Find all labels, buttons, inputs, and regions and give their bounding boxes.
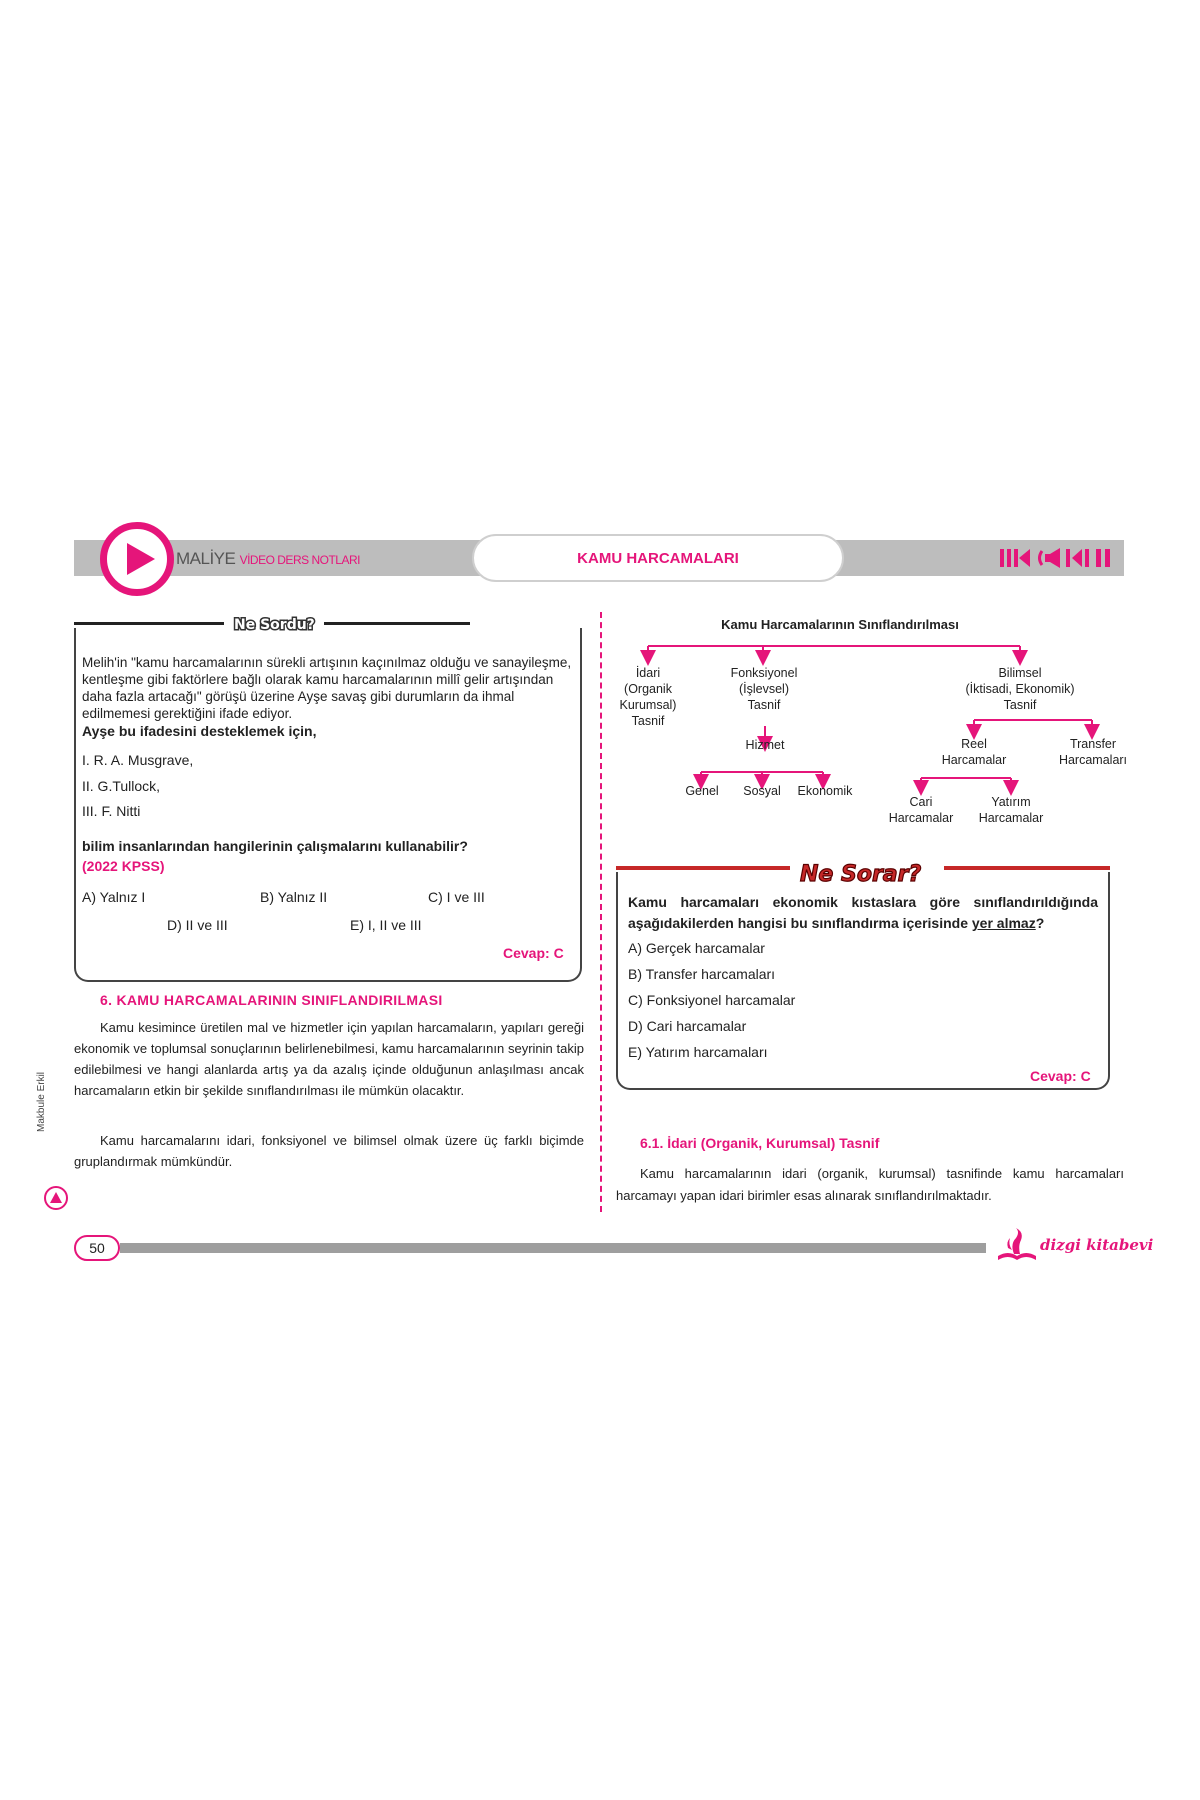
node-line: Harcamalar: [978, 811, 1044, 825]
question-text: Melih'in "kamu harcamalarının sürekli artışının kaçınılmaz olduğu ve sanayileşme, kentleşme gibi faktörlere bağlı olarak kamu harcamalarının millî gelir artışından daha fazla artacağı" görüşü üzerine Ayşe savaş gibi durumların da ihmal edilmemesi gerektiğini ifade ediyor.: [82, 655, 572, 721]
answer-label: Cevap: C: [503, 945, 564, 961]
question-emphasis: yer almaz: [971, 915, 1036, 931]
node-idari: [608, 665, 688, 729]
node-line: Cari: [909, 795, 933, 809]
node-sosyal: Sosyal: [743, 784, 781, 798]
previous-icon[interactable]: [1000, 549, 1030, 567]
svg-text:Ne Sorar?: Ne Sorar?: [800, 862, 922, 887]
publisher-name: dizgi kitabevi: [1040, 1236, 1154, 1254]
question-item: I. R. A. Musgrave,: [82, 752, 194, 768]
page-number: 50: [74, 1235, 120, 1261]
subsection-heading: 6.1. İdari (Organik, Kurumsal) Tasnif: [640, 1135, 880, 1151]
option-c[interactable]: C) Fonksiyonel harcamalar: [628, 992, 796, 1008]
question-pre: Kamu harcamaları ekonomik kıstaslara göre sınıflandırıldığında aşağıdakilerden hangisi bu sınıflandırma içerisinde: [628, 894, 1098, 931]
node-fonksiyonel: [712, 665, 816, 713]
node-ekonomik: Ekonomik: [797, 784, 853, 798]
node-reel: [924, 736, 1024, 768]
option-d[interactable]: D) II ve III: [167, 917, 228, 933]
node-hizmet: Hizmet: [745, 738, 785, 752]
node-genel: Genel: [685, 784, 719, 798]
node-bilimsel: [940, 665, 1100, 713]
node-cari: [872, 794, 970, 826]
node-line: Yatırım: [991, 795, 1031, 809]
option-a[interactable]: A) Gerçek harcamalar: [628, 940, 765, 956]
play-small-icon: [44, 1186, 68, 1210]
node-line: Harcamalar: [941, 753, 1007, 767]
node-line: (İşlevsel): [738, 682, 789, 696]
node-line: Harcamalar: [888, 811, 954, 825]
media-controls: [1000, 546, 1118, 575]
option-a[interactable]: A) Yalnız I: [82, 889, 146, 905]
brand-title: [176, 549, 360, 569]
option-b[interactable]: B) Yalnız II: [260, 889, 328, 905]
volume-icon[interactable]: [1040, 548, 1061, 568]
play-icon[interactable]: [100, 522, 174, 596]
section-heading: 6. KAMU HARCAMALARININ SINIFLANDIRILMASI: [100, 992, 443, 1008]
node-line: Tasnif: [631, 714, 665, 728]
node-line: (Organik: [624, 682, 672, 696]
answer-label: Cevap: C: [1030, 1068, 1091, 1084]
ne-sordu-badge: [224, 610, 324, 641]
node-line: Tasnif: [1003, 698, 1037, 712]
question-source: (2022 KPSS): [82, 858, 165, 874]
question-item: III. F. Nitti: [82, 803, 141, 819]
next-icon[interactable]: [1066, 549, 1089, 567]
author-label: Makbule Erkil: [36, 1071, 47, 1132]
svg-text:Ne Sordu?: Ne Sordu?: [234, 617, 315, 633]
question-lead: Ayşe bu ifadesini desteklemek için,: [82, 723, 317, 739]
option-e[interactable]: E) I, II ve III: [350, 917, 422, 933]
option-c[interactable]: C) I ve III: [428, 889, 485, 905]
subsection-paragraph: Kamu harcamalarının idari (organik, kurumsal) tasnifinde kamu harcamaları harcamayı yapan idari birimler esas alınarak sınıflandırılmaktadır.: [616, 1166, 1124, 1203]
option-d[interactable]: D) Cari harcamalar: [628, 1018, 747, 1034]
node-line: Harcamaları: [1058, 753, 1128, 767]
diagram-title: Kamu Harcamalarının Sınıflandırılması: [721, 617, 959, 632]
node-line: Bilimsel: [998, 666, 1042, 680]
brand-main: MALİYE: [176, 549, 236, 568]
question-item: II. G.Tullock,: [82, 778, 161, 794]
question-stem: [628, 892, 1098, 934]
pause-icon[interactable]: [1096, 549, 1110, 567]
footer-bar: [120, 1243, 986, 1253]
option-b[interactable]: B) Transfer harcamaları: [628, 966, 776, 982]
question-stem: bilim insanlarından hangilerinin çalışmalarını kullanabilir?: [82, 838, 468, 854]
node-line: İdari: [635, 666, 661, 680]
node-line: Tasnif: [747, 698, 781, 712]
node-yatirim: [962, 794, 1060, 826]
option-e[interactable]: E) Yatırım harcamaları: [628, 1044, 768, 1060]
book-logo-icon: [994, 1226, 1040, 1271]
node-line: Fonksiyonel: [730, 666, 798, 680]
section-paragraph: Kamu harcamalarını idari, fonksiyonel ve bilimsel olmak üzere üç farklı biçimde gruplandırmak mümkündür.: [74, 1133, 584, 1169]
node-line: Transfer: [1069, 737, 1117, 751]
node-line: Kurumsal): [619, 698, 677, 712]
ne-sorar-badge: [790, 856, 944, 893]
question-post: ?: [1035, 915, 1045, 931]
section-paragraph: Kamu kesimince üretilen mal ve hizmetler için yapılan harcamaların, yapıları gereği ekonomik ve toplumsal sonuçlarının belirlenebilmesi, kamu harcamalarının seyrinin takip edilebilmesi ve hangi alanlarda artış ya da azalış içinde olduğunun anlaşılması ancak harcamaların etkin bir şekilde sınıflandırılması ile mümkün olacaktır.: [74, 1020, 584, 1098]
brand-sub: VİDEO DERS NOTLARI: [239, 553, 360, 567]
node-line: (İktisadi, Ekonomik): [965, 682, 1075, 696]
node-transfer: [1044, 736, 1142, 768]
node-line: Reel: [961, 737, 987, 751]
chapter-title: KAMU HARCAMALARI: [577, 550, 739, 567]
